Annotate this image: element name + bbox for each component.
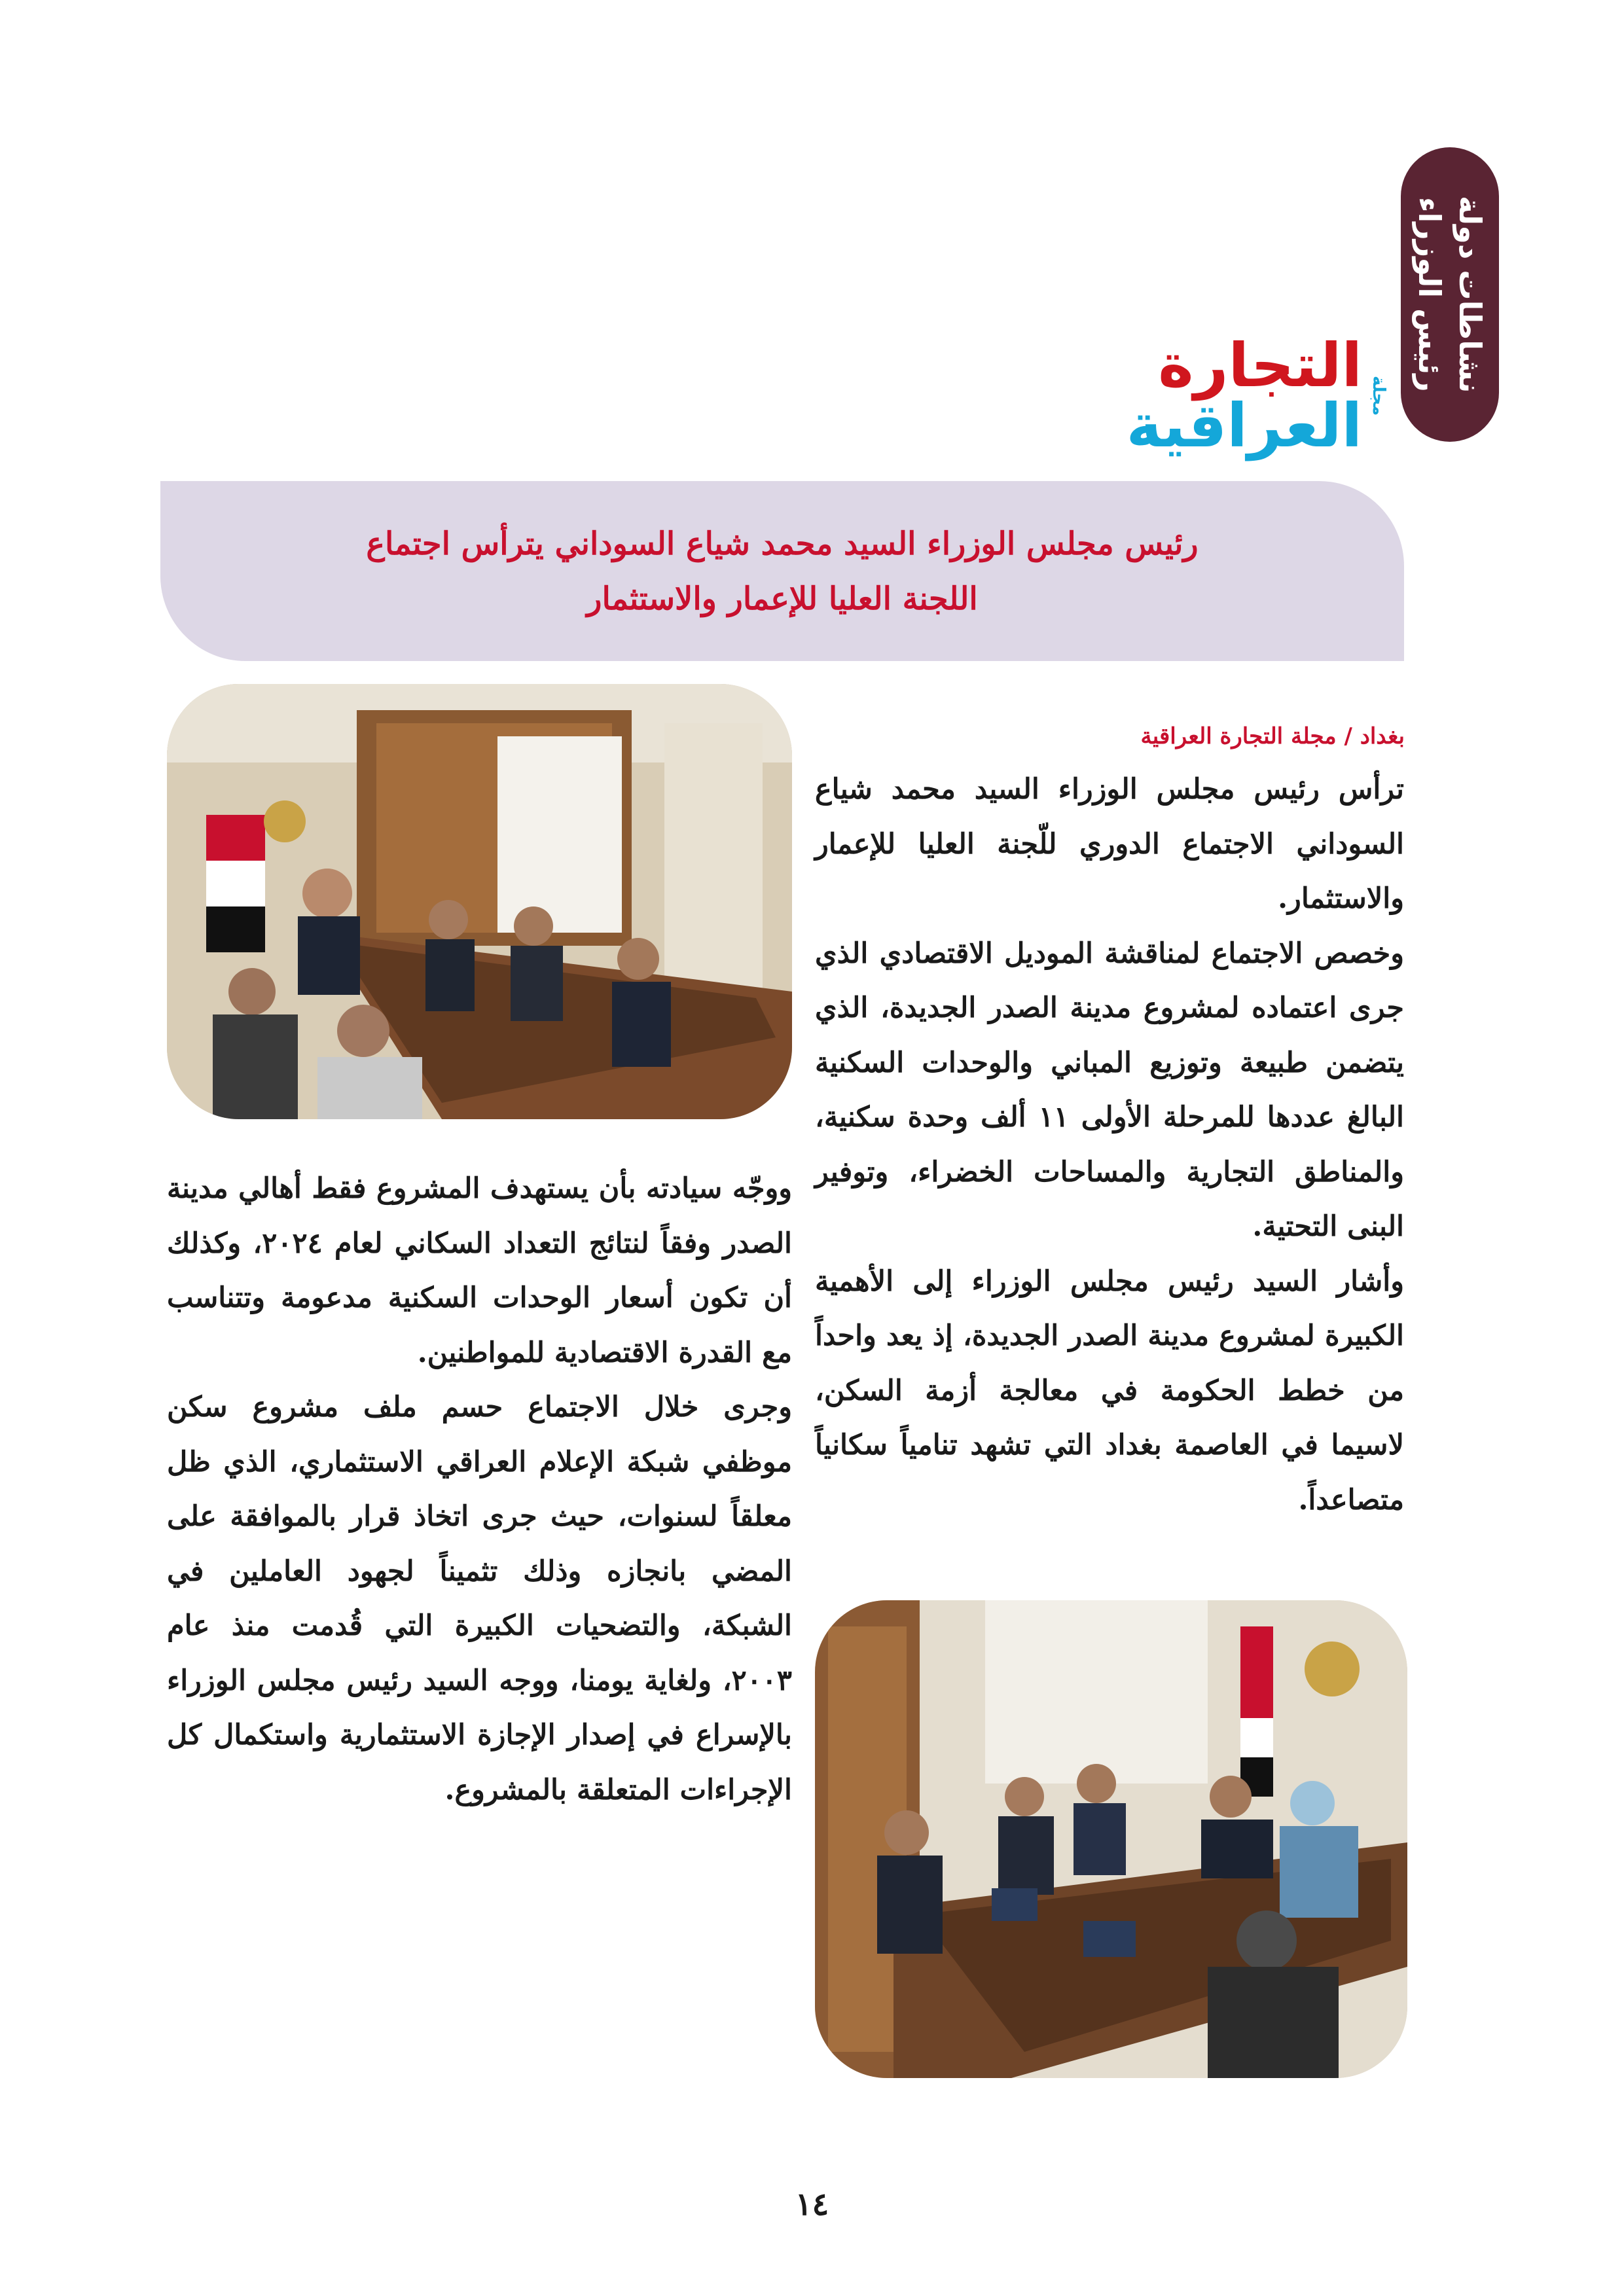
section-tab [1401,147,1499,442]
logo-wordmark [1022,331,1362,461]
logo-word-2: العراقية [1126,391,1362,461]
article-title-line-2: اللجنة العليا للإعمار والاستثمار [586,580,978,617]
logo-tag: مجلة [1369,376,1388,416]
paragraph: وأشار السيد رئيس مجلس الوزراء إلى الأهمية الكبيرة لمشروع مدينة الصدر الجديدة، إذ يعد واحداً من خطط الحكومة في معالجة أزمة السكن، لاسيما في العاصمة بغداد التي تشهد تنامياً سكانياً متصاعداً. [815,1265,1404,1516]
meeting-photo-2-image [815,1600,1407,2078]
meeting-photo-1 [167,684,792,1119]
meeting-photo-2 [815,1600,1407,2078]
article-title-box [160,481,1404,661]
paragraph: ووجّه سيادته بأن يستهدف المشروع فقط أهالي مدينة الصدر وفقاً لنتائج التعداد السكاني لعام ٢٠٢٤، وكذلك أن تكون أسعار الوحدات السكنية مدعومة وتتناسب مع القدرة الاقتصادية للمواطنين. [167,1172,792,1369]
article-column-right [815,762,1404,1528]
article-column-left [167,1162,792,1818]
paragraph: وخصص الاجتماع لمناقشة الموديل الاقتصادي الذي جرى اعتماده لمشروع مدينة الصدر الجديدة، الذي يتضمن طبيعة وتوزيع المباني والوحدات السكنية البالغ عددها للمرحلة الأولى ١١ ألف وحدة سكنية، والمناطق التجارية والمساحات الخضراء، وتوفير البنى التحتية. [815,937,1404,1243]
article-byline: بغداد / مجلة التجارة العراقية [1140,723,1405,749]
section-tab-label: نشاطات دولة رئيس الوزراء [1412,196,1488,393]
meeting-photo-1-image [167,684,792,1119]
paragraph: وجرى خلال الاجتماع حسم ملف مشروع سكن موظفي شبكة الإعلام العراقي الاستثماري، الذي ظل معلقاً لسنوات، حيث جرى اتخاذ قرار بالموافقة على المضي بانجازه وذلك تثميناً لجهود العاملين في الشبكة، والتضحيات الكبيرة التي قُدمت منذ عام ٢٠٠٣، ولغاية يومنا، ووجه السيد رئيس مجلس الوزراء بالإسراع في إصدار الإجازة الاستثمارية واستكمال كل الإجراءات المتعلقة بالمشروع. [167,1391,792,1806]
article-title-line-1: رئيس مجلس الوزراء السيد محمد شياع السوداني يترأس اجتماع [366,525,1199,562]
logo-word-1: التجارة [1158,331,1362,401]
page-number: ١٤ [795,2186,829,2223]
magazine-logo [1022,331,1388,461]
paragraph: ترأس رئيس مجلس الوزراء السيد محمد شياع السوداني الاجتماع الدوري للّجنة العليا للإعمار والاستثمار. [815,773,1404,915]
